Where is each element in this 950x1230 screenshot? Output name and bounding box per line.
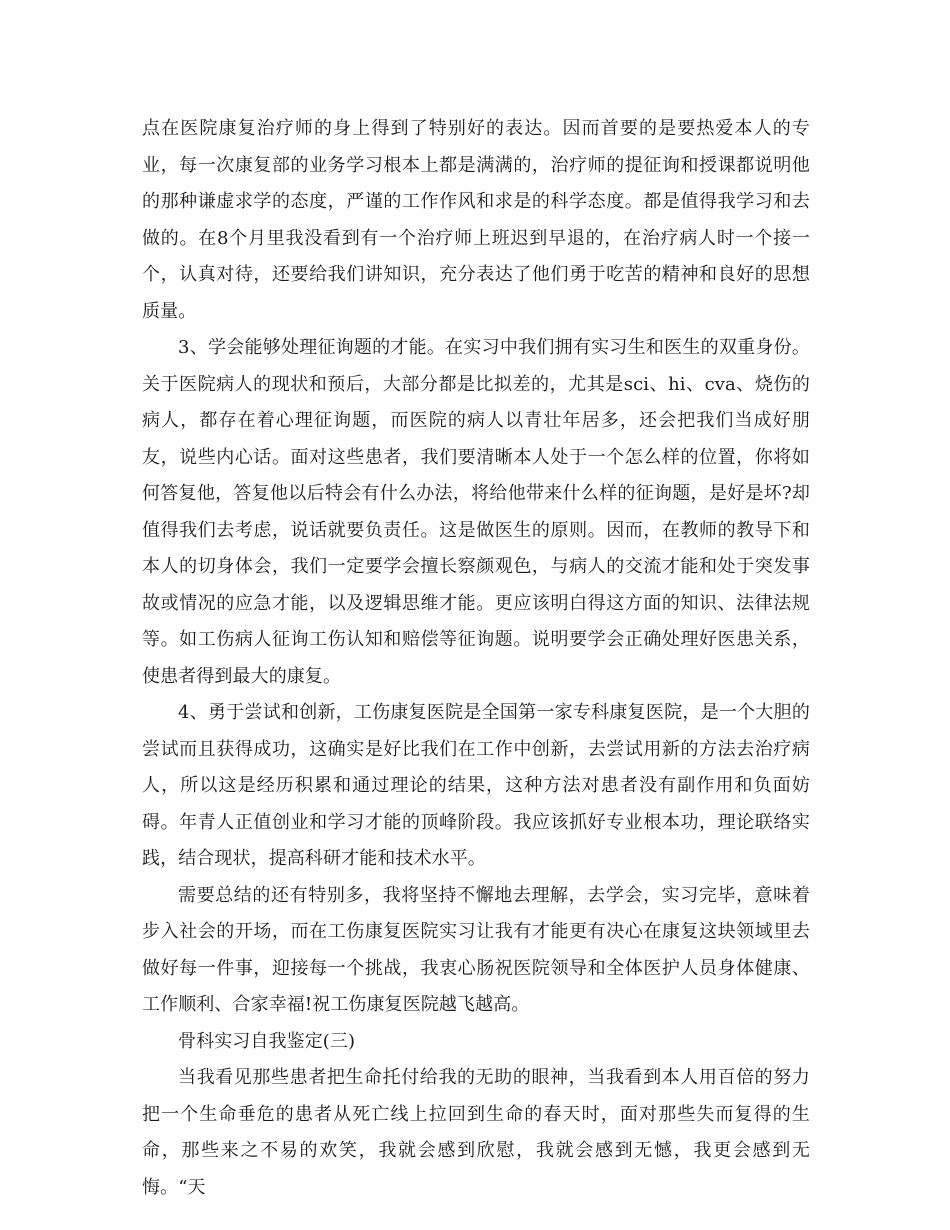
document-body — [142, 111, 810, 1206]
paragraph-5: 当我看见那些患者把生命托付给我的无助的眼神，当我看到本人用百倍的努力把一个生命垂危的患者从死亡线上拉回到生命的春天时，面对那些失而复得的生命，那些来之不易的欢笑，我就会感到欣慰，我就会感到无憾，我更会感到无悔。“天 — [142, 1067, 810, 1198]
paragraph-2: 3、学会能够处理征询题的才能。在实习中我们拥有实习生和医生的双重身份。关于医院病人的现状和预后，大部分都是比拟差的，尤其是sci、hi、cva、烧伤的病人，都存在着心理征询题，而医院的病人以青壮年居多，还会把我们当成好朋友，说些内心话。面对这些患者，我们要清晰本人处于一个怎么样的位置，你将如何答复他，答复他以后特会有什么办法，将给他带来什么样的征询题，是好是坏?却值得我们去考虑，说话就要负责任。这是做医生的原则。因而，在教师的教导下和本人的切身体会，我们一定要学会擅长察颜观色，与病人的交流才能和处于突发事故或情况的应急才能，以及逻辑思维才能。更应该明白得这方面的知识、法律法规等。如工伤病人征询工伤认知和赔偿等征询题。说明要学会正确处理好医患关系，使患者得到最大的康复。 — [142, 337, 810, 687]
section-heading: 骨科实习自我鉴定(三) — [178, 1030, 356, 1052]
paragraph-4: 需要总结的还有特别多，我将坚持不懈地去理解，去学会，实习完毕，意味着步入社会的开场，而在工伤康复医院实习让我有才能更有决心在康复这块领域里去做好每一件事，迎接每一个挑战，我衷心肠祝医院领导和全体医护人员身体健康、工作顺利、合家幸福!祝工伤康复医院越飞越高。 — [142, 884, 810, 1015]
paragraph-1: 点在医院康复治疗师的身上得到了特别好的表达。因而首要的是要热爱本人的专业，每一次康复部的业务学习根本上都是满满的，治疗师的提征询和授课都说明他的那种谦虚求学的态度，严谨的工作作风和求是的科学态度。都是值得我学习和去做的。在8个月里我没看到有一个治疗师上班迟到早退的，在治疗病人时一个接一个，认真对待，还要给我们讲知识，充分表达了他们勇于吃苦的精神和良好的思想质量。 — [142, 118, 810, 322]
paragraph-3: 4、勇于尝试和创新，工伤康复医院是全国第一家专科康复医院，是一个大胆的尝试而且获得成功，这确实是好比我们在工作中创新，去尝试用新的方法去治疗病人，所以这是经历积累和通过理论的结果，这种方法对患者没有副作用和负面妨碍。年青人正值创业和学习才能的顶峰阶段。我应该抓好专业根本功，理论联络实践，结合现状，提高科研才能和技术水平。 — [142, 702, 810, 869]
